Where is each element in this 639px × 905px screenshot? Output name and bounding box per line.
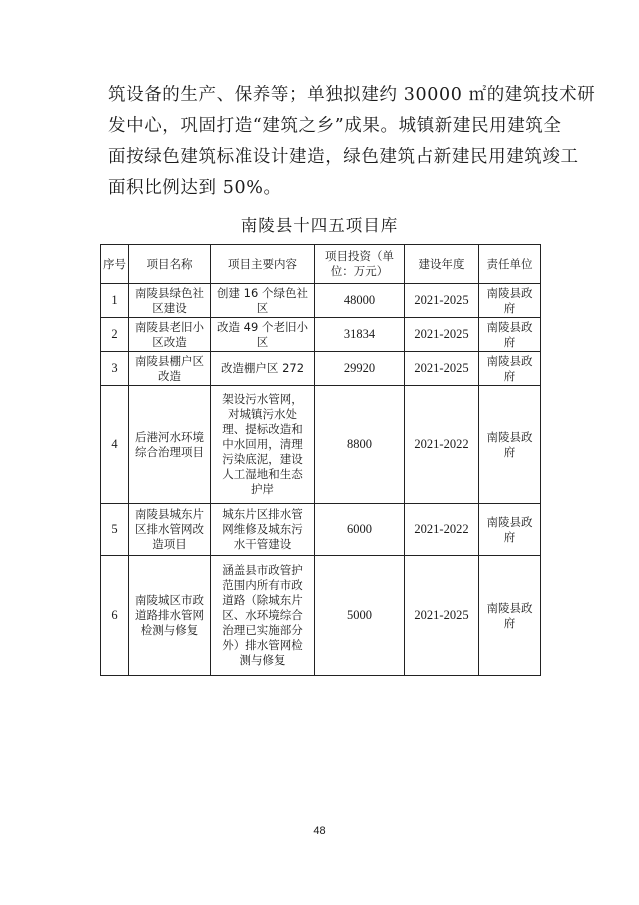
- table-row: [101, 284, 541, 318]
- body-paragraph: [108, 80, 596, 204]
- cell-unit: 南陵县政府: [479, 504, 541, 556]
- cell-no: 2: [101, 318, 129, 352]
- cell-years: 2021-2022: [405, 504, 479, 556]
- cell-investment: 8800: [315, 386, 405, 504]
- cell-content: 改造 49 个老旧小区: [211, 318, 315, 352]
- cell-content: 涵盖县市政管护范围内所有市政道路（除城东片区、水环境综合治理已实施部分外）排水管网检测与修复: [211, 556, 315, 676]
- cell-name: 南陵县棚户区改造: [129, 352, 211, 386]
- cell-no: 3: [101, 352, 129, 386]
- cell-years: 2021-2022: [405, 386, 479, 504]
- cell-no: 1: [101, 284, 129, 318]
- cell-name: 南陵县城东片区排水管网改造项目: [129, 504, 211, 556]
- cell-years: 2021-2025: [405, 352, 479, 386]
- cell-investment: 6000: [315, 504, 405, 556]
- cell-investment: 31834: [315, 318, 405, 352]
- header-name: 项目名称: [129, 245, 211, 284]
- table-row: [101, 318, 541, 352]
- table-row: [101, 352, 541, 386]
- project-table: [100, 244, 541, 676]
- table-row: [101, 556, 541, 676]
- cell-unit: 南陵县政府: [479, 318, 541, 352]
- cell-unit: 南陵县政府: [479, 352, 541, 386]
- paragraph-line: 面按绿色建筑标准设计建造，绿色建筑占新建民用建筑竣工: [108, 147, 579, 167]
- cell-years: 2021-2025: [405, 284, 479, 318]
- cell-name: 后港河水环境综合治理项目: [129, 386, 211, 504]
- cell-investment: 5000: [315, 556, 405, 676]
- paragraph-line: 面积比例达到 50%。: [108, 178, 282, 198]
- header-investment: 项目投资（单位：万元）: [315, 245, 405, 284]
- cell-investment: 48000: [315, 284, 405, 318]
- cell-no: 6: [101, 556, 129, 676]
- cell-unit: 南陵县政府: [479, 386, 541, 504]
- header-content: 项目主要内容: [211, 245, 315, 284]
- cell-name: 南陵县老旧小区改造: [129, 318, 211, 352]
- cell-content: 城东片区排水管网维修及城东污水干管建设: [211, 504, 315, 556]
- table-row: [101, 504, 541, 556]
- cell-years: 2021-2025: [405, 556, 479, 676]
- cell-investment: 29920: [315, 352, 405, 386]
- cell-name: 南陵县绿色社区建设: [129, 284, 211, 318]
- cell-no: 5: [101, 504, 129, 556]
- cell-no: 4: [101, 386, 129, 504]
- header-unit: 责任单位: [479, 245, 541, 284]
- page-number: 48: [313, 825, 326, 837]
- header-no: 序号: [101, 245, 129, 284]
- table-row: [101, 386, 541, 504]
- paragraph-line: 发中心，巩固打造“建筑之乡”成果。城镇新建民用建筑全: [108, 116, 562, 136]
- cell-years: 2021-2025: [405, 318, 479, 352]
- cell-unit: 南陵县政府: [479, 556, 541, 676]
- cell-content: 创建 16 个绿色社区: [211, 284, 315, 318]
- header-years: 建设年度: [405, 245, 479, 284]
- table-header-row: [101, 245, 541, 284]
- table-title: 南陵县十四五项目库: [240, 216, 399, 235]
- cell-name: 南陵城区市政道路排水管网检测与修复: [129, 556, 211, 676]
- cell-content: 改造棚户区 272: [211, 352, 315, 386]
- cell-content: 架设污水管网，对城镇污水处理、提标改造和中水回用，清理污染底泥，建设人工湿地和生态护岸: [211, 386, 315, 504]
- cell-unit: 南陵县政府: [479, 284, 541, 318]
- paragraph-line: 筑设备的生产、保养等；单独拟建约 30000 ㎡的建筑技术研: [108, 85, 596, 105]
